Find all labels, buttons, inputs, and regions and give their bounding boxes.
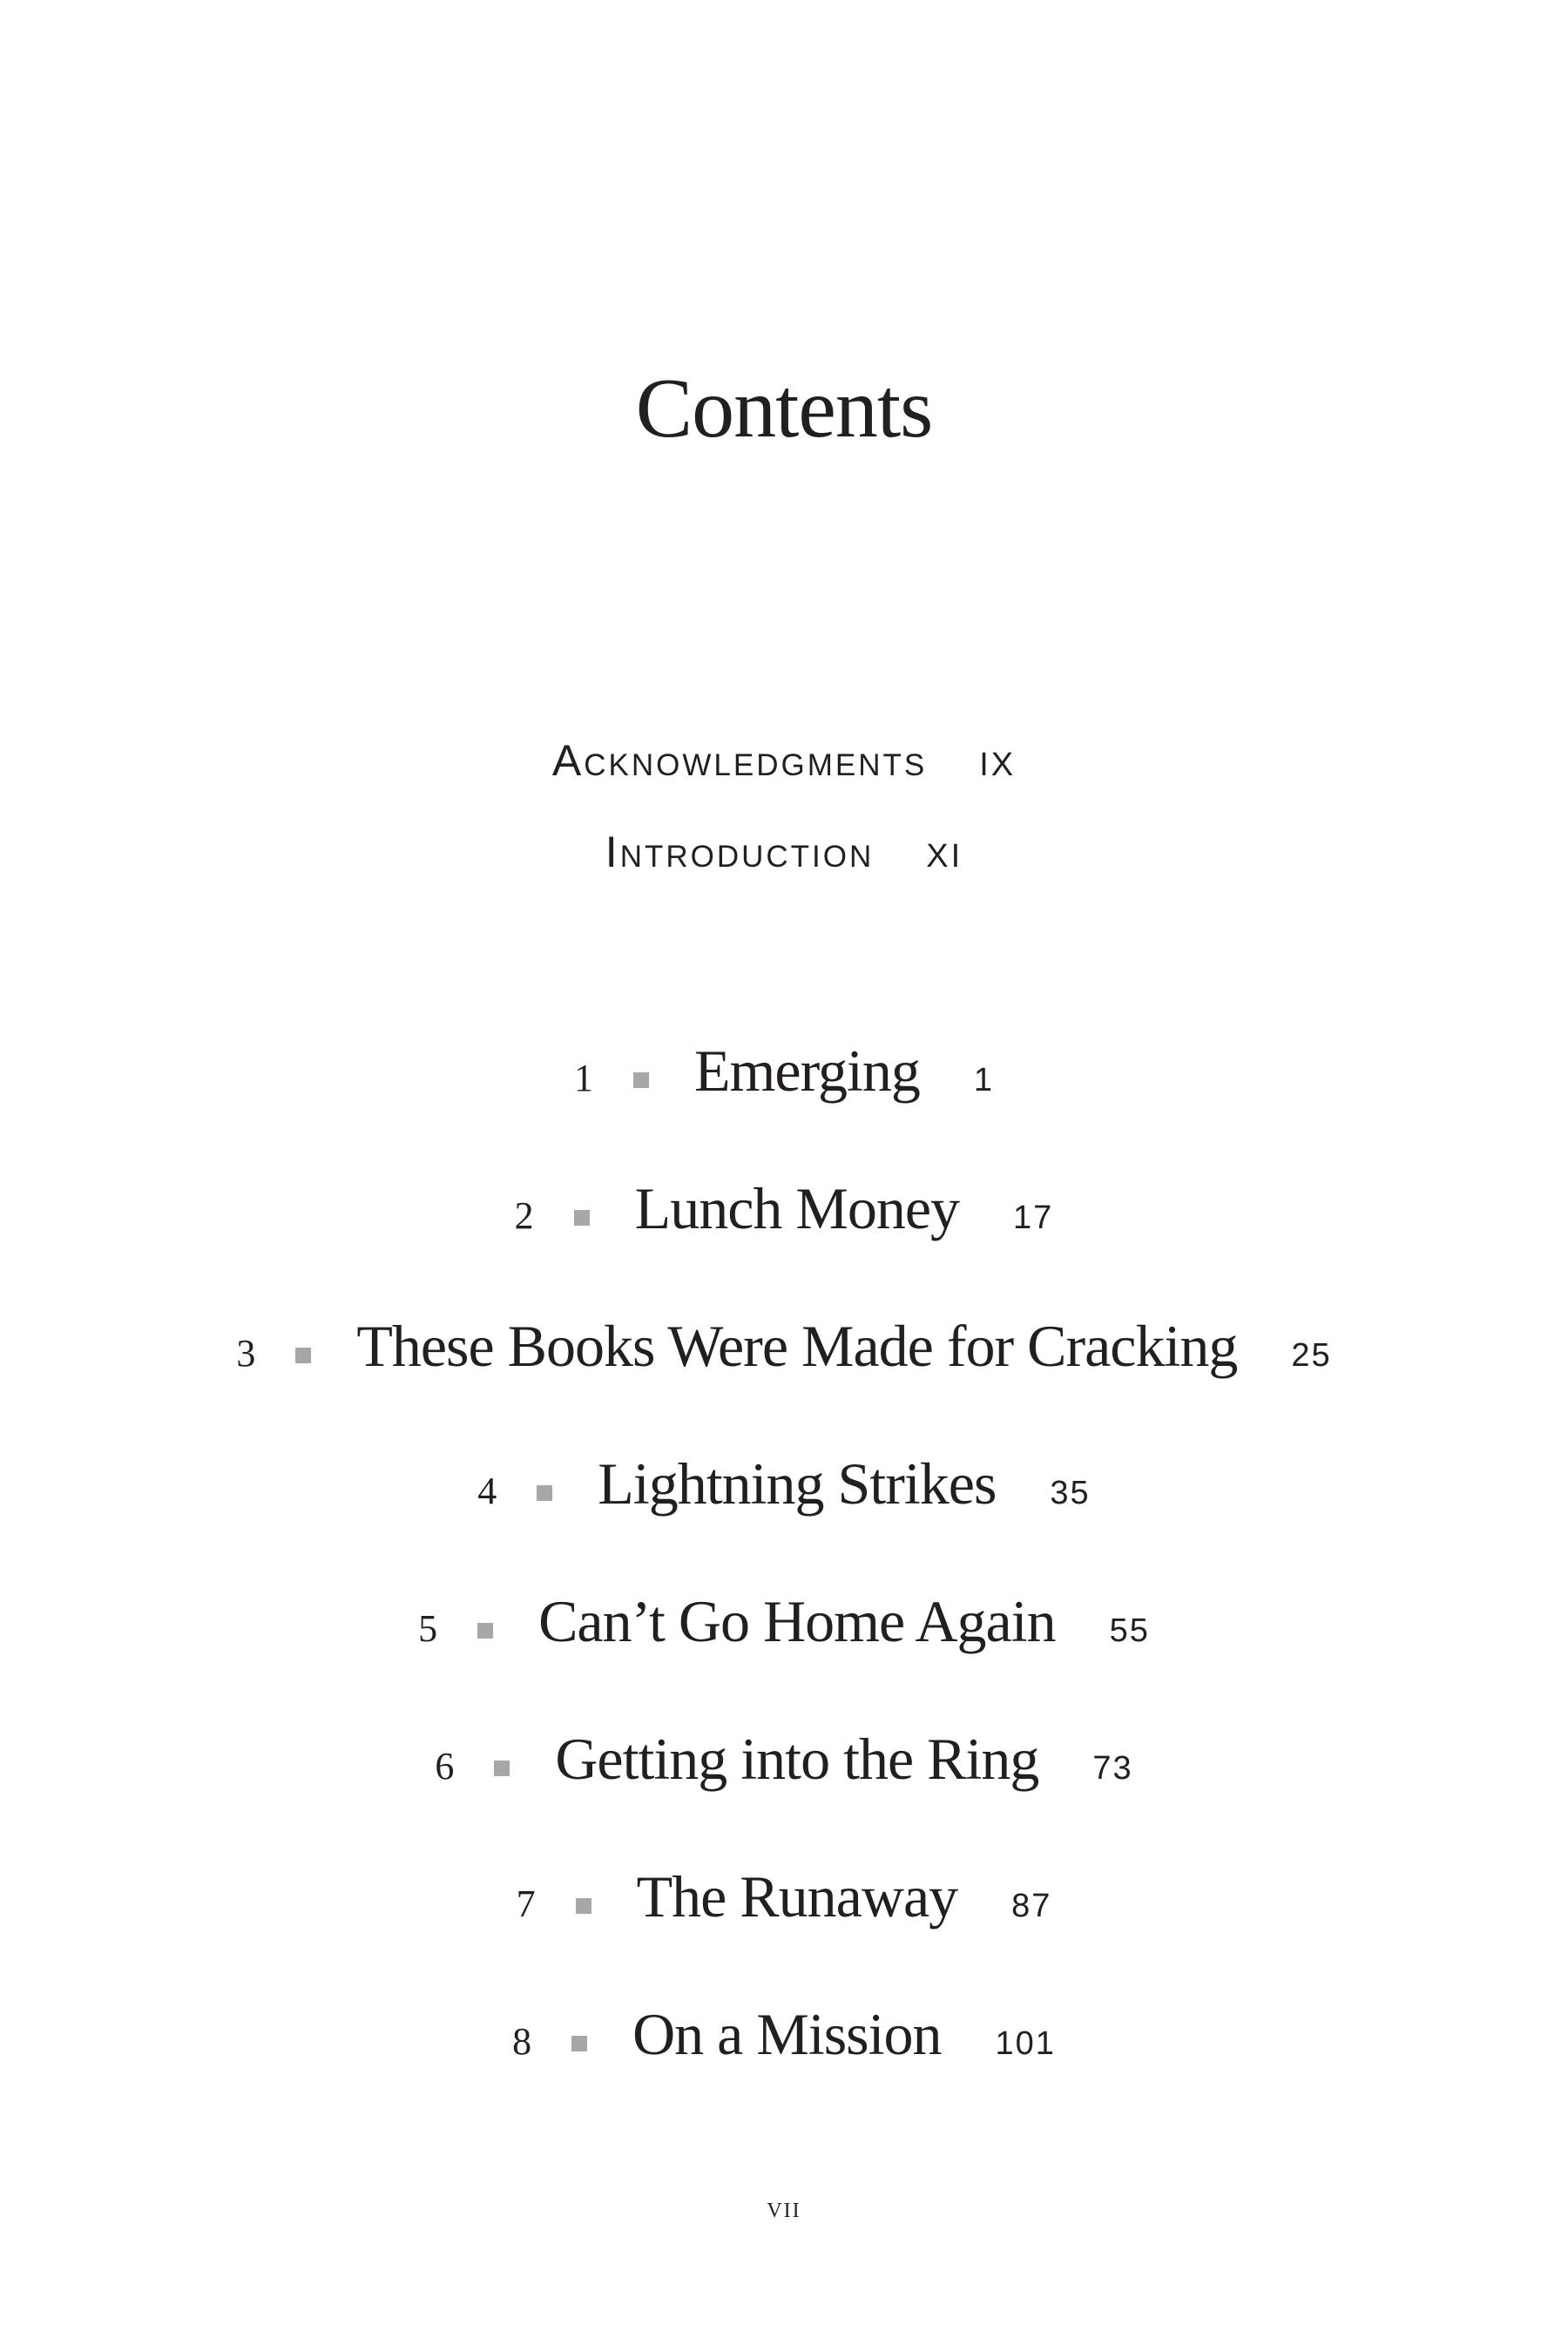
chapter-title: Lightning Strikes [598,1450,997,1517]
chapter-page: 101 [995,2025,1056,2062]
square-bullet-icon [633,1072,649,1088]
chapter-page: 55 [1109,1612,1150,1649]
toc-chapter-7[interactable] [0,1863,1568,1930]
chapter-title: These Books Were Made for Cracking [356,1313,1238,1379]
chapter-number: 5 [418,1607,438,1650]
square-bullet-icon [295,1348,311,1363]
toc-entry-introduction[interactable] [0,830,1568,874]
chapter-number: 3 [236,1332,256,1375]
chapter-page: 25 [1291,1337,1332,1374]
toc-chapter-4[interactable] [0,1450,1568,1517]
toc-chapter-6[interactable] [0,1726,1568,1792]
chapter-number: 4 [477,1470,497,1512]
page-title: Contents [635,362,933,456]
chapter-title: On a Mission [632,2001,942,2067]
chapter-page: 87 [1011,1888,1052,1924]
toc-chapter-1[interactable] [0,1037,1568,1104]
chapter-number: 8 [512,2020,532,2063]
chapter-page: 1 [973,1062,995,1098]
page-folio: vii [767,2192,801,2224]
toc-chapter-3[interactable] [0,1313,1568,1379]
chapter-title: Getting into the Ring [555,1726,1039,1792]
chapter-page: 73 [1092,1750,1133,1787]
toc-entry-page: IX [979,747,1017,783]
square-bullet-icon [477,1623,493,1639]
toc-entry-page: XI [926,838,963,875]
chapter-title: Lunch Money [634,1175,960,1241]
toc-entry-acknowledgments[interactable] [0,736,1568,785]
square-bullet-icon [571,2036,587,2051]
chapter-title: The Runaway [636,1863,958,1930]
toc-chapter-8[interactable] [0,2001,1568,2067]
square-bullet-icon [494,1761,510,1776]
toc-chapter-5[interactable] [0,1588,1568,1654]
toc-chapter-2[interactable] [0,1175,1568,1241]
square-bullet-icon [537,1485,552,1501]
chapter-number: 2 [514,1194,534,1237]
chapter-number: 1 [573,1057,593,1099]
chapter-title: Can’t Go Home Again [538,1588,1056,1654]
chapter-number: 7 [516,1882,536,1925]
chapter-number: 6 [435,1745,455,1788]
chapter-title: Emerging [693,1037,920,1104]
square-bullet-icon [574,1210,590,1226]
chapter-page: 35 [1050,1475,1091,1511]
toc-entry-label: Introduction [605,828,875,876]
square-bullet-icon [576,1898,591,1914]
toc-entry-label: Acknowledgments [551,736,928,785]
chapter-page: 17 [1013,1200,1054,1236]
